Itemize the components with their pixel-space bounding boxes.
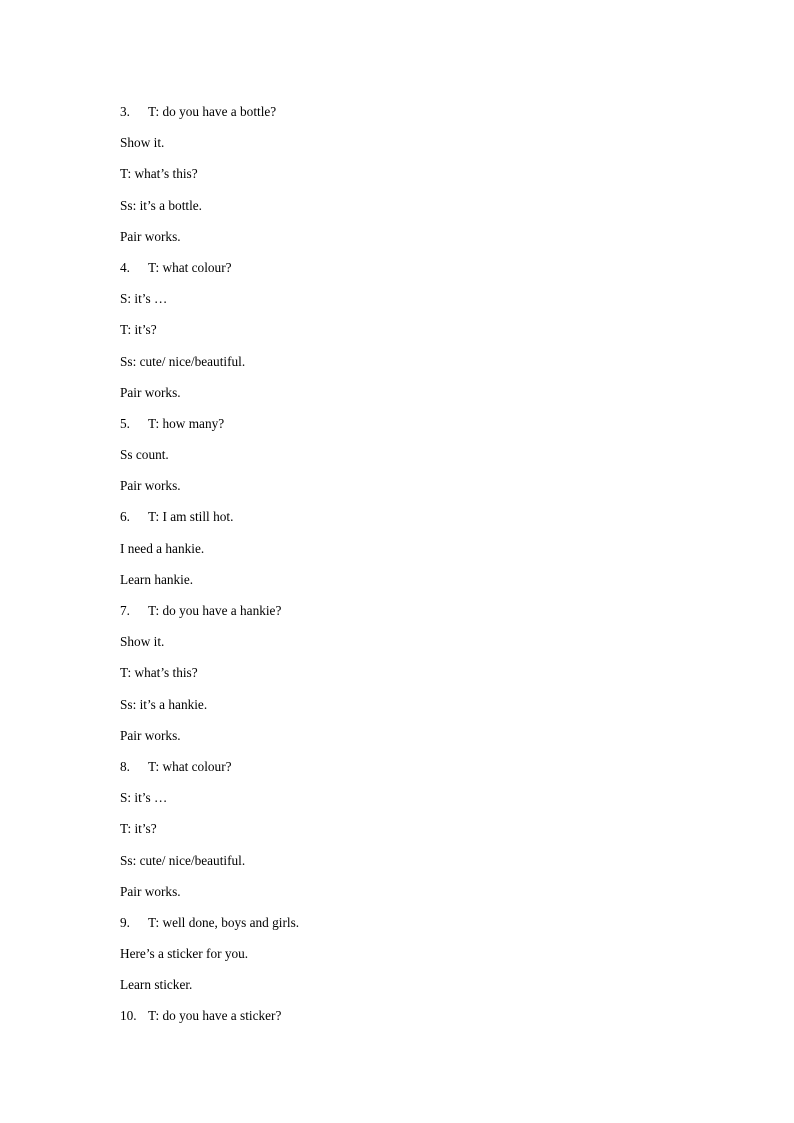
line-text: T: what colour? (148, 259, 232, 275)
line-text: Pair works. (120, 478, 181, 494)
step-line (120, 1007, 720, 1038)
line-text: Ss count. (120, 447, 169, 463)
step-number: 7. (120, 603, 130, 618)
step-line (120, 602, 720, 633)
line-text: S: it’s … (120, 790, 168, 806)
line-text: T: what’s this? (120, 166, 198, 182)
body-line (120, 664, 720, 695)
body-line (120, 696, 720, 727)
line-text: T: it’s? (120, 821, 157, 837)
line-text: T: I am still hot. (148, 509, 234, 525)
step-number: 6. (120, 509, 130, 525)
document-body (120, 103, 720, 1039)
body-line (120, 789, 720, 820)
step-line (120, 914, 720, 945)
line-text: Learn hankie. (120, 571, 194, 587)
body-line (120, 852, 720, 883)
body-line (120, 540, 720, 571)
step-number: 10. (120, 1008, 137, 1024)
line-text: I need a hankie. (120, 540, 205, 556)
line-text: T: what’s this? (120, 665, 198, 681)
body-line (120, 321, 720, 352)
line-text: Ss: cute/ nice/beautiful. (120, 852, 246, 868)
body-line (120, 883, 720, 914)
body-line (120, 197, 720, 228)
body-line (120, 384, 720, 415)
line-text: T: do you have a sticker? (148, 1008, 282, 1024)
line-text: Ss: cute/ nice/beautiful. (120, 353, 246, 369)
step-number: 9. (120, 914, 130, 930)
line-text: Show it. (120, 634, 165, 650)
line-text: T: what colour? (148, 758, 232, 774)
body-line (120, 353, 720, 384)
step-line (120, 758, 720, 789)
line-text: Show it. (120, 135, 165, 151)
body-line (120, 633, 720, 664)
line-text: T: how many? (148, 415, 225, 431)
step-number: 5. (120, 415, 130, 431)
line-text: Pair works. (120, 228, 181, 244)
body-line (120, 290, 720, 321)
line-text: Learn sticker. (120, 977, 193, 993)
line-text: T: do you have a bottle? (148, 104, 277, 119)
body-line (120, 228, 720, 259)
line-text: T: do you have a hankie? (148, 603, 282, 618)
line-text: Ss: it’s a hankie. (120, 696, 208, 712)
line-text: Here’s a sticker for you. (120, 946, 249, 962)
step-number: 4. (120, 259, 130, 275)
step-number: 3. (120, 104, 130, 119)
body-line (120, 446, 720, 477)
body-line (120, 477, 720, 508)
body-line (120, 165, 720, 196)
step-line (120, 508, 720, 539)
line-text: Pair works. (120, 727, 181, 743)
line-text: Pair works. (120, 384, 181, 400)
line-text: S: it’s … (120, 291, 168, 307)
step-number: 8. (120, 758, 130, 774)
line-text: T: it’s? (120, 322, 157, 338)
body-line (120, 945, 720, 976)
body-line (120, 571, 720, 602)
step-line (120, 103, 720, 134)
body-line (120, 976, 720, 1007)
line-text: Pair works. (120, 883, 181, 899)
step-line (120, 415, 720, 446)
body-line (120, 820, 720, 851)
line-text: T: well done, boys and girls. (148, 914, 300, 930)
body-line (120, 727, 720, 758)
body-line (120, 134, 720, 165)
line-text: Ss: it’s a bottle. (120, 197, 203, 213)
step-line (120, 259, 720, 290)
